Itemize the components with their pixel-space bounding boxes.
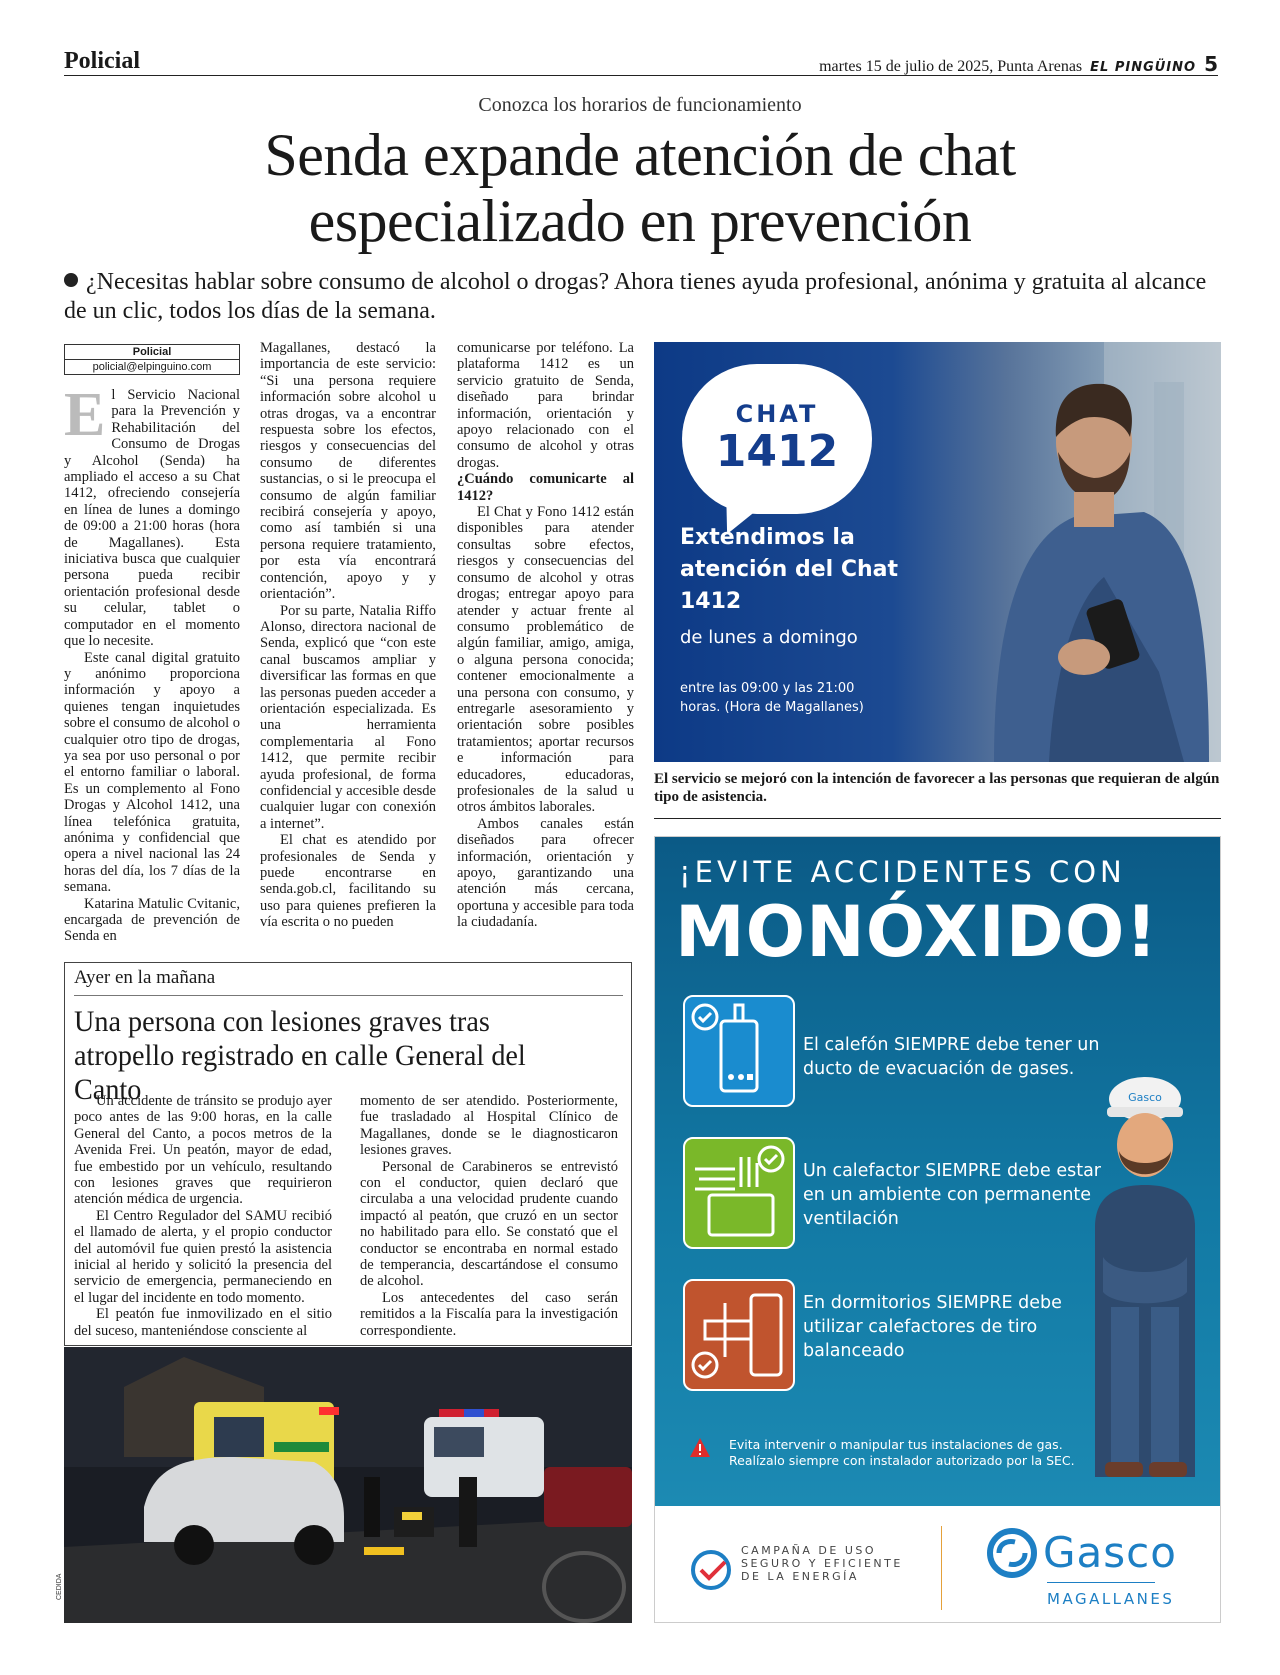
- article-headline: [80, 122, 1200, 254]
- date-place: martes 15 de julio de 2025, Punta Arenas: [819, 58, 1083, 75]
- gasco-logo-text: Gasco: [1043, 1528, 1177, 1577]
- chat-word: CHAT: [735, 400, 819, 428]
- heater-ventilation-icon: [683, 1137, 795, 1249]
- campaign-text: [741, 1544, 903, 1583]
- photo-credit: CEDIDA: [56, 1573, 63, 1600]
- warning-line-2: Realízalo siempre con instalador autorizado por la SEC.: [729, 1453, 1075, 1468]
- article-column-2: [260, 340, 436, 931]
- ad-footer: [655, 1506, 1221, 1623]
- accident-scene-photo: [64, 1347, 632, 1623]
- campaign-check-icon: [689, 1548, 733, 1592]
- newspaper-brand: EL PINGÜINO: [1090, 60, 1197, 75]
- warning-line-1: Evita intervenir o manipular tus instalaciones de gas.: [729, 1437, 1063, 1452]
- ad-warning-text: [729, 1437, 1149, 1469]
- paragraph: El Centro Regulador del SAMU recibió el llamado de alerta, y el propio conductor del automóvil fue quien prestó la asistencia inicial al herido y solicitó la presencia del servicio de emergencia, permaneciendo en el lugar del incidente en todo momento.: [74, 1207, 332, 1306]
- article-kicker: Conozca los horarios de funcionamiento: [478, 94, 802, 116]
- accident-article-box: [64, 962, 632, 1346]
- campaign-line-2: SEGURO Y EFICIENTE: [741, 1557, 903, 1570]
- paragraph: Por su parte, Natalia Riffo Alonso, directora nacional de Senda, explicó que “con este canal buscamos ampliar y diversificar las formas en que las personas pueden acceder a orientación especializada. Es una herramienta complementaria al Fono 1412, que permite recibir ayuda profesional, de forma confidencial y accesible desde cualquier lugar con conexión a internet”.: [260, 602, 436, 832]
- paragraph: El Chat y Fono 1412 están disponibles para atender consultas sobre efectos, riesgos y consecuencias del consumo de alcohol y otras drogas; entregar apoyo para atender y actuar frente al consumo problemático de algún familiar, amigo, amiga, o alguna persona conocida; contener emocionalmente a una persona con consumo, y entregarle asesoramiento y orientación sobre posibles tratamientos; aportar recursos e información para educadores, educadoras, profesionales de la salud u otros ámbitos laborales.: [457, 504, 634, 816]
- ad-item-3-text: En dormitorios SIEMPRE debe utilizar calefactores de tiro balanceado: [803, 1293, 1062, 1361]
- chat-headline: Extendimos la atención del Chat 1412: [680, 525, 899, 614]
- paragraph: Magallanes, destacó la importancia de este servicio: “Si una persona requiere información sobre alcohol u otras drogas, va a encontrar respuesta sobre los efectos, riesgos y consecuencias del consumo de diferentes sustancias, o si le preocupa el consumo de algún familiar recibirá consejería y apoyo, como así también si una persona requiere tratamiento, por esta vía encontrará contención, apoyo y y orientación”.: [260, 340, 436, 603]
- photo-caption: El servicio se mejoró con la intención de favorecer a las personas que requieran de algún tipo de asistencia.: [654, 771, 1220, 805]
- gasco-region: MAGALLANES: [1047, 1590, 1175, 1608]
- article-column-3: [457, 340, 634, 931]
- campaign-line-3: DE LA ENERGÍA: [741, 1570, 859, 1583]
- divider: [654, 818, 1221, 819]
- ad-item-2-text: Un calefactor SIEMPRE debe estar en un ambiente con permanente ventilación: [803, 1161, 1102, 1229]
- paragraph: Katarina Matulic Cvitanic, encargada de prevención de Senda en: [64, 895, 240, 945]
- chat-bubble: [682, 364, 872, 514]
- chat-1412-graphic: [654, 342, 1221, 762]
- byline-email[interactable]: policial@elpinguino.com: [92, 361, 212, 373]
- accident-headline: Una persona con lesiones graves tras atropello registrado en calle General del Canto: [74, 1005, 526, 1106]
- paragraph: El chat es atendido por profesionales de Senda y puede encontrarse en senda.gob.cl, facilitando su uso para quienes prefieren la vía escrita o no pueden: [260, 832, 436, 931]
- divider: [941, 1526, 942, 1610]
- chat-number: 1412: [715, 426, 839, 477]
- paragraph: Un accidente de tránsito se produjo ayer poco antes de las 9:00 horas, en la calle General del Canto, a pocos metros de la Avenida Frei. Un peatón, mayor de edad, fue embestido por un vehículo, resultando con lesiones graves que requirieron atención médica de urgencia.: [74, 1093, 332, 1208]
- lead-text: ¿Necesitas hablar sobre consumo de alcohol o drogas? Ahora tienes ayuda profesional, anónima y gratuita al alcance de un clic, todos los días de la semana.: [64, 269, 1207, 324]
- paragraph: Ambos canales están diseñados para ofrecer información, orientación y apoyo, garantizando una atención más cercana, oportuna y accesible para toda la ciudadanía.: [457, 815, 634, 931]
- ad-item-1-text: El calefón SIEMPRE debe tener un ducto de evacuación de gases.: [803, 1035, 1100, 1079]
- chat-days: de lunes a domingo: [680, 627, 858, 648]
- accident-column-1: [74, 1093, 332, 1339]
- campaign-line-1: CAMPAÑA DE USO: [741, 1544, 877, 1557]
- paragraph: momento de ser atendido. Posteriormente, fue trasladado al Hospital Clínico de Magallanes, donde se le diagnosticaron lesiones graves.: [360, 1093, 618, 1159]
- page-number: 5: [1204, 52, 1218, 76]
- accident-kicker: Ayer en la mañana: [74, 967, 216, 988]
- bullet-icon: [64, 273, 78, 287]
- drop-cap: E: [64, 381, 106, 449]
- ad-title-line-1: ¡EVITE ACCIDENTES CON: [679, 855, 1126, 889]
- ad-main-panel: [655, 837, 1221, 1506]
- paragraph-text: l Servicio Nacional para la Prevención y Rehabilitación del Consumo de Drogas y Alcohol (Senda) ha ampliado el acceso a su Chat 1412, ofreciendo consejería en línea de lunes a domingo de 09:00 a 21:00 horas (hora de Magallanes). Esta iniciativa busca que cualquier persona pueda recibir orientación profesional desde su celular, tablet o computador en el momento que lo necesite.: [64, 387, 240, 650]
- paragraph: Personal de Carabineros se entrevistó con el conductor, quien declaró que circulaba a una velocidad prudente cuando impactó al peatón, que cruzó en un sector no habilitado para ello. Se constató que el conductor se encontraba en normal estado de temperancia, descartándose el consumo de alcohol.: [360, 1158, 618, 1290]
- headline-line-2: especializado en prevención: [308, 188, 972, 254]
- paragraph: Los antecedentes del caso serán remitidos a la Fiscalía para la investigación correspondiente.: [360, 1289, 618, 1339]
- headline-line-1: Senda expande atención de chat: [264, 122, 1016, 188]
- gasco-logo-icon: [985, 1526, 1039, 1580]
- ad-title-line-2: MONÓXIDO!: [675, 891, 1159, 973]
- article-lead: [64, 268, 1220, 326]
- subheading: ¿Cuándo comunicarte al 1412?: [457, 471, 634, 504]
- byline-box: [64, 344, 240, 375]
- helmet-logo: Gasco: [1128, 1091, 1162, 1104]
- accident-column-2: [360, 1093, 618, 1339]
- article-column-1: [64, 344, 240, 945]
- byline-section: Policial: [65, 345, 239, 360]
- gas-technician-illustration: [1075, 1067, 1215, 1477]
- header-meta: [819, 52, 1218, 76]
- paragraph: [64, 381, 240, 650]
- divider: [1047, 1582, 1155, 1583]
- water-heater-icon: [683, 995, 795, 1107]
- section-name: Policial: [64, 48, 140, 74]
- paragraph: El peatón fue inmovilizado en el sitio del suceso, manteniéndose consciente al: [74, 1306, 332, 1339]
- divider: [74, 995, 623, 996]
- gasco-advertisement[interactable]: [654, 836, 1221, 1623]
- balanced-flue-heater-icon: [683, 1279, 795, 1391]
- person-with-phone-illustration: [954, 342, 1221, 762]
- page-header: [64, 48, 1218, 76]
- chat-hours: entre las 09:00 y las 21:00 horas. (Hora de Magallanes): [680, 681, 864, 715]
- warning-icon: [689, 1437, 711, 1459]
- paragraph: comunicarse por teléfono. La plataforma 1412 es un servicio gratuito de Senda, diseñado para brindar información, orientación y apoyo relacionado con el consumo de alcohol y otras drogas.: [457, 340, 634, 471]
- paragraph: Este canal digital gratuito y anónimo proporciona información y apoyo a quienes tengan inquietudes sobre el consumo de alcohol o cualquier otro tipo de drogas, ya sea por uso personal o por el entorno familiar o laboral. Es un complemento al Fono Drogas y Alcohol 1412, una línea telefónica gratuita, anónima y confidencial que opera a nivel nacional las 24 horas del día, los 7 días de la semana.: [64, 649, 240, 896]
